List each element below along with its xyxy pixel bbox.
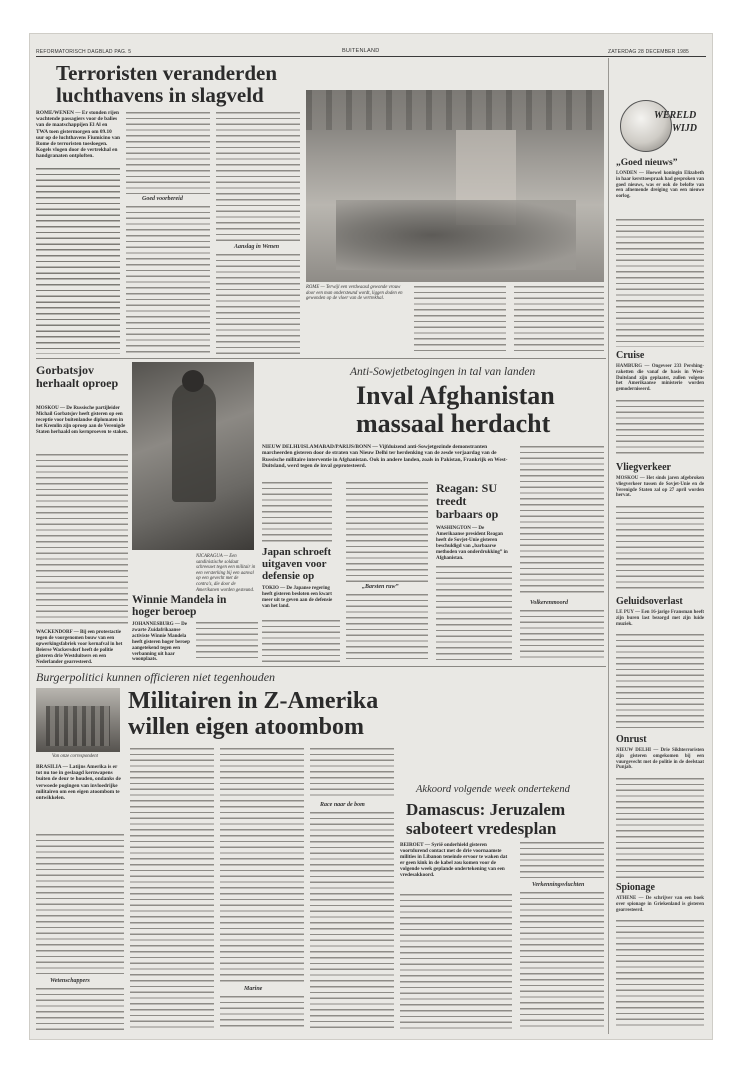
sidebar-divider (608, 58, 609, 1034)
kicker-afghanistan: Anti-Sowjetbetogingen in tal van landen (350, 366, 536, 378)
headline-terroristen-2: luchthavens in slagveld (56, 83, 264, 107)
brief-text-vliegverkeer: MOSKOU — Het sinds jaren afgebroken vliegverkeer tussen de Sovjet-Unie en de Verenigde Staten zal op 27 april worden hervat. (616, 476, 704, 499)
body-text-column (310, 812, 394, 1030)
headline-gorbatsjov: Gorbatsjov herhaalt oproep (36, 363, 119, 390)
lede-militairen: BRASILIA — Latijns Amerika is er tot nu toe in geslaagd kernwapens buiten de deur te houden, ondanks de verwoede pogingen van invloedrijke militairen om een eigen atoombom te ontwikkelen. (36, 764, 121, 802)
body-text-column (346, 594, 428, 662)
headline-reagan: Reagan: SU treedt barbaars op (436, 481, 499, 521)
photo-nicaragua (132, 362, 254, 550)
lede-gorbatsjov: MOSKOU — De Russische partijleider Michail Gorbatsjov heeft gisteren op een receptie voor buitenlandse diplomaten in het Kremlin zijn oproep aan de Verenigde Staten herhaald om kernproeven te staken. (36, 406, 128, 435)
body-text-column (520, 446, 604, 596)
body-text-column (36, 834, 124, 974)
body-text-column (616, 506, 704, 592)
note-wackersdorf: WACKENDORF — Bij een protestactie tegen de voorgenomen bouw van een opwerkingsfabriek voor kernafval in het Beierse Wackersdorf heeft de politie gisteren drie Westduitsers en een Nederlander gearresteerd. (36, 630, 123, 665)
lede-damascus: BEIROET — Syrië onderhield gisteren voortdurend contact met de drie voornaamste milities in Libanon teneinde ervoor te waken dat er geen kink in de kabel zou komen voor de volgende week geplande ondertekening van een vredesakkoord. (400, 842, 508, 878)
page-header-date: ZATERDAG 28 DECEMBER 1985 (608, 49, 690, 55)
brief-text-onrust: NIEUW DELHI — Drie Sikhterroristen zijn gisteren omgekomen bij een vuurgevecht met de politie in de deelstaat Punjab. (616, 748, 704, 771)
body-text-column (616, 634, 704, 730)
body-text-column (126, 112, 210, 194)
lede-afghanistan: NIEUW DELHI/ISLAMABAD/PARIJS/BONN — Vijfduizend anti-Sowjetgezinde demonstranten marcheerden gisteren door de straten van Nieuw Delhi ter herdenking van de zesde verjaardag van de Russische militaire interventie in Afghanistan. Ook in andere landen, zoals in Pakistan, Frankrijk en West-Duitsland, werd tegen de inval geprotesteerd. (262, 444, 508, 469)
body-text-column (262, 482, 332, 542)
subhead-aanslag-wenen: Aanslag in Wenen (234, 244, 280, 250)
photo-soldiers (36, 688, 120, 752)
body-text-column (436, 566, 512, 662)
page-header-left: REFORMATORISCH DAGBLAD PAG. 5 (36, 49, 132, 55)
photo-airport-attack (306, 90, 604, 282)
body-text-column (520, 610, 604, 662)
newspaper-page (30, 34, 712, 1039)
brief-text-spionage: ATHENE — De schrijver van een boek over spionage in Griekenland is gisteren gearresteerd. (616, 896, 704, 913)
body-text-column (520, 892, 604, 1030)
subhead-wetenschappers: Wetenschappers (50, 978, 90, 984)
body-text-column (126, 206, 210, 354)
body-text-column (220, 748, 304, 982)
kicker-damascus: Akkoord volgende week ondertekend (416, 784, 570, 795)
brief-title-spionage: Spionage (616, 882, 655, 893)
brief-text-cruise: HAMBURG — Ongeveer 233 Pershing-raketten die vanaf de basis in West-Duitsland zijn geplaatst, zullen volgens het Amerikaanse ministerie worden gemoderniseerd. (616, 364, 704, 393)
subhead-verkenningsvluchten: Verkenningsvluchten (532, 882, 585, 888)
lede-mandela: JOHANNESBURG — De zwarte Zuidafrikaanse activiste Winnie Mandela heeft gisteren hoger beroep aangetekend tegen een verbanning uit haar woonplaats. (132, 622, 190, 663)
headline-terroristen-1: Terroristen veranderden (56, 61, 278, 85)
body-text-column (220, 996, 304, 1030)
body-text-column (520, 842, 604, 878)
subhead-marine: Marine (244, 986, 263, 992)
headline-afghanistan-2: massaal herdacht (356, 409, 551, 438)
body-text-column (514, 286, 604, 354)
body-text-column (216, 254, 300, 354)
photo-caption-airport: ROME — Terwijl een verdwaasd gewonde vrouw door een man ondersteund wordt, liggen doden en gewonden op de vloer van de vertrekhal. (306, 285, 403, 302)
body-text-column (346, 482, 428, 582)
body-text-column (616, 778, 704, 878)
body-text-column (196, 622, 258, 662)
headline-militairen-1: Militairen in Z-Amerika (128, 688, 379, 714)
page-header-section: BUITENLAND (342, 48, 380, 54)
logo-text-wijd: WIJD (672, 123, 698, 134)
body-text-column (616, 400, 704, 458)
lede-reagan: WASHINGTON — De Amerikaanse president Reagan heeft de Sovjet-Unie gisteren beschuldigd van „barbaarse methoden van onderdrukking” in Afghanistan. (436, 526, 508, 561)
subhead-volkerenmoord: Volkerenmoord (530, 600, 569, 606)
section-rule (36, 666, 606, 667)
subhead-race-bom: Race naar de bom (320, 802, 365, 808)
headline-damascus: Damascus: Jeruzalem saboteert vredesplan (406, 800, 566, 838)
brief-text-geluidsoverlast: LE PUY — Een 16-jarige Fransman heeft zijn buren last bezorgd met zijn luide muziek. (616, 610, 704, 627)
brief-title-cruise: Cruise (616, 350, 645, 361)
headline-militairen-2: willen eigen atoombom (128, 714, 364, 740)
body-text-column (400, 894, 512, 1030)
body-text-column (616, 920, 704, 1030)
wereld-wijd-logo (616, 96, 704, 154)
photo-caption-nicaragua: NICARAGUA — Een sandinistische soldaat schreeuwt tegen een militair in een versterking bij een aanval op een gevecht met de contra's, die door de Amerikanen worden gesteund. (196, 554, 256, 593)
brief-title-geluidsoverlast: Geluidsoverlast (616, 596, 683, 607)
kicker-militairen: Burgerpolitici kunnen officieren niet tegenhouden (36, 670, 276, 684)
body-text-column (310, 748, 394, 798)
brief-title-onrust: Onrust (616, 734, 647, 745)
header-rule (36, 56, 706, 57)
logo-text-wereld: WERELD (654, 110, 697, 121)
globe-icon (620, 100, 672, 152)
body-text-column (36, 168, 120, 354)
body-text-column (36, 988, 124, 1032)
brief-title-vliegverkeer: Vliegverkeer (616, 462, 671, 473)
body-text-column (262, 620, 340, 662)
headline-afghanistan-1: Inval Afghanistan (356, 381, 555, 410)
subhead-goed-voorbereid: Goed voorbereid (142, 196, 183, 202)
brief-text-goed-nieuws: LONDEN — Hoewel koningin Elizabeth in haar kersttoespraak had gesproken van goed nieuws, was er ook de belofte van een afnemende dreiging van een nieuwe oorlog. (616, 171, 705, 200)
lede-terroristen: ROME/WENEN — Er stonden rijen wachtende passagiers voor de balies van de maatschappijen El Al en TWA toen gistermorgen om 09.10 uur op de luchthavens Fiumicino van Rome de terroristen toesloegen. Kogels vlogen door de vertrekhal en handgranaten ontploften. (36, 110, 120, 160)
photo-caption-soldiers: Van onze correspondent (52, 754, 98, 759)
subhead-barsten: „Barsten ruw” (362, 584, 399, 590)
brief-title-goed-nieuws: „Goed nieuws” (616, 158, 678, 168)
headline-mandela: Winnie Mandela in hoger beroep (132, 594, 227, 618)
body-text-column (414, 286, 506, 354)
body-text-column (36, 454, 128, 624)
body-text-column (216, 112, 300, 242)
section-rule (36, 358, 606, 359)
body-text-column (130, 748, 214, 1028)
body-text-column (616, 219, 704, 347)
headline-japan: Japan schroeft uitgaven voor defensie op (262, 546, 332, 582)
lede-japan: TOKIO — De Japanse regering heeft gisteren besloten een kwart meer uit te geven aan de defensie van het land. (262, 586, 333, 609)
